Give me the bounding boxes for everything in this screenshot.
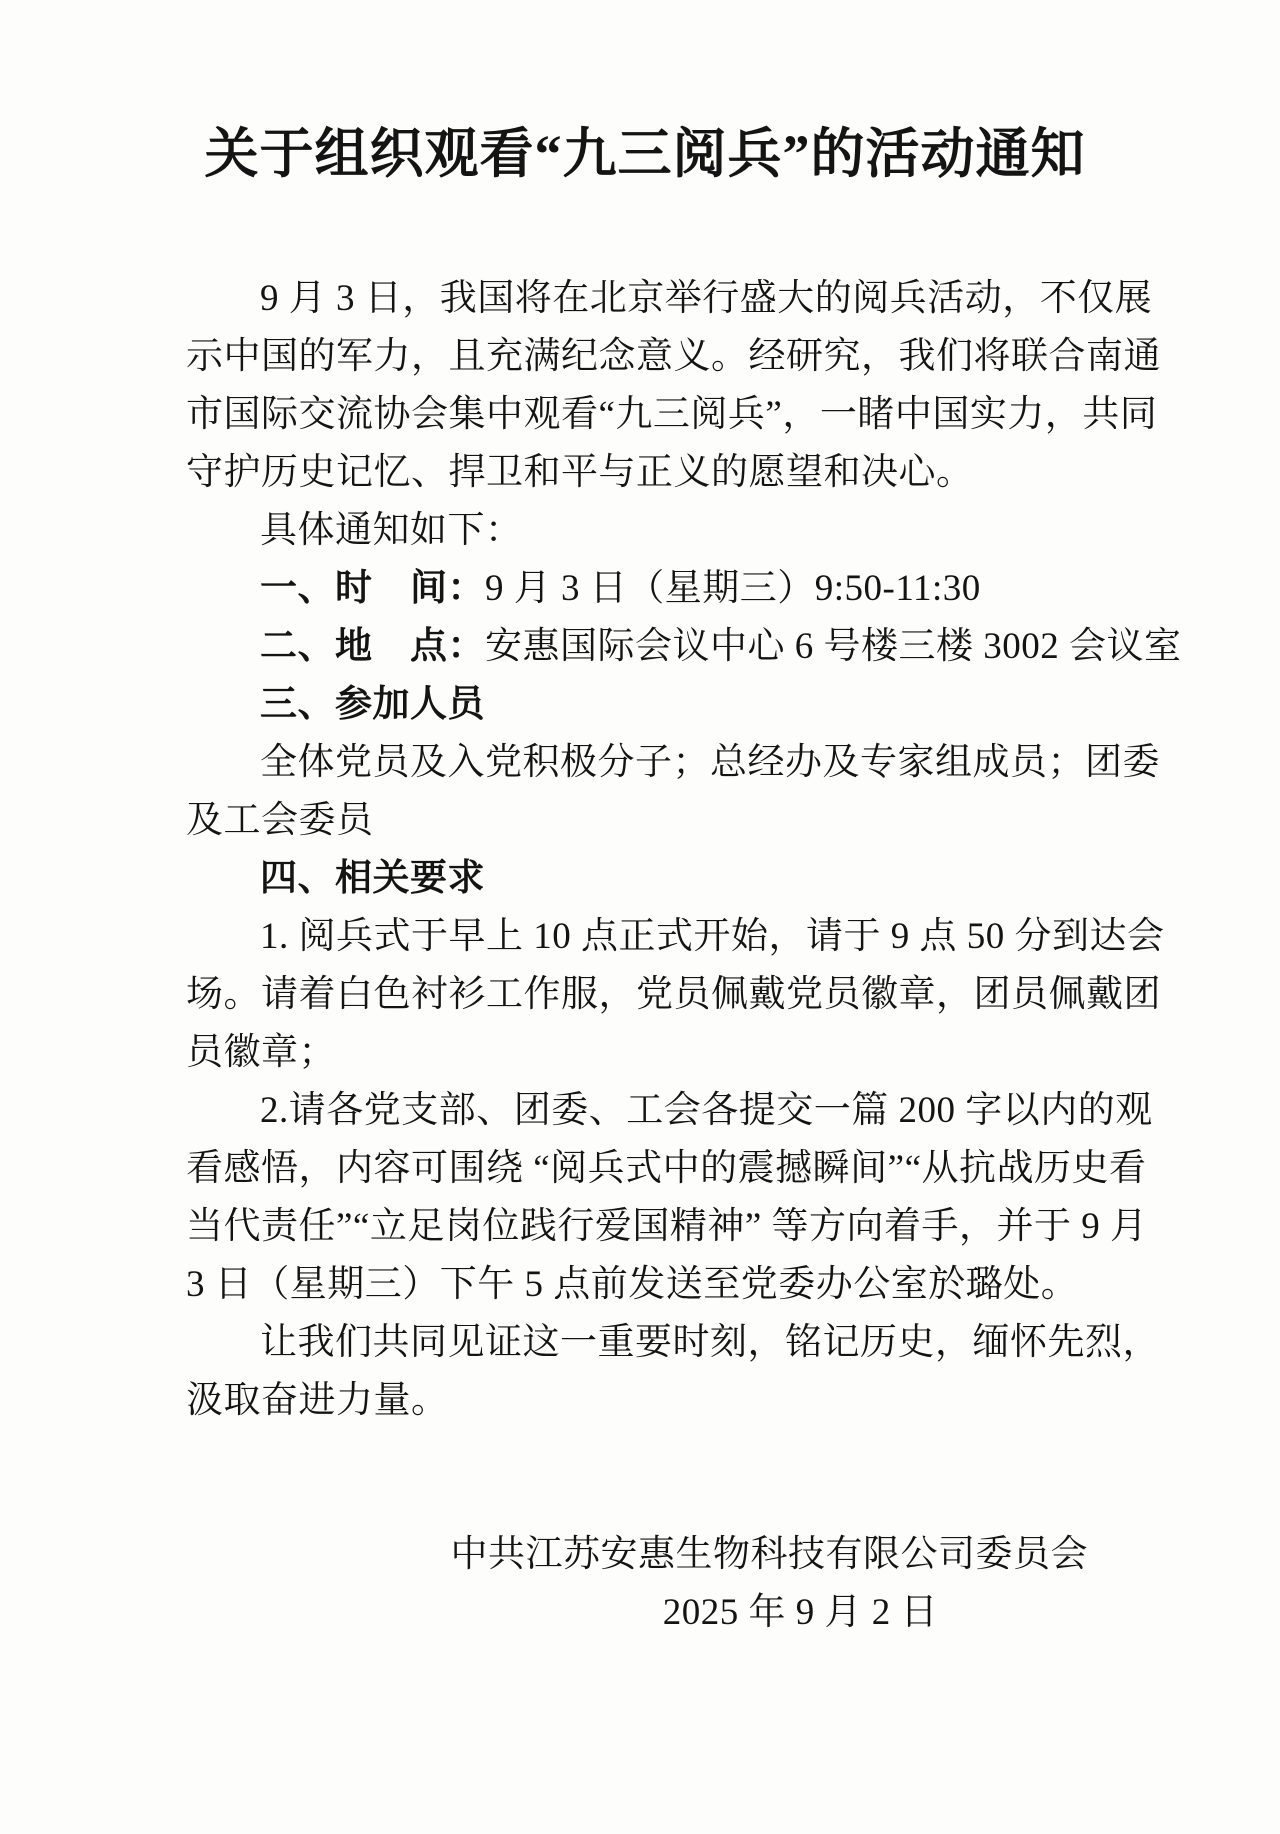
requirement2-line4: 3 日（星期三）下午 5 点前发送至党委办公室於璐处。 xyxy=(186,1264,1079,1305)
paragraph1-line4: 守护历史记忆、捍卫和平与正义的愿望和决心。 xyxy=(186,452,974,493)
item-place-line xyxy=(186,618,1182,676)
requirements-heading: 四、相关要求 xyxy=(260,858,485,899)
requirement1-line1: 1. 阅兵式于早上 10 点正式开始，请于 9 点 50 分到达会 xyxy=(260,916,1165,957)
participants-line1: 全体党员及入党积极分子；总经办及专家组成员；团委 xyxy=(260,742,1160,783)
closing-line2: 汲取奋进力量。 xyxy=(186,1380,449,1421)
signature-block xyxy=(186,1526,1148,1642)
paragraph1-line2: 示中国的军力，且充满纪念意义。经研究，我们将联合南通 xyxy=(186,336,1161,377)
participants-heading: 三、参加人员 xyxy=(260,684,485,725)
paragraph1-line3: 市国际交流协会集中观看“九三阅兵”，一睹中国实力，共同 xyxy=(186,394,1158,435)
paragraph1-line1: 9 月 3 日，我国将在北京举行盛大的阅兵活动，不仅展 xyxy=(260,278,1153,319)
requirement1-line3: 员徽章； xyxy=(186,1032,336,1073)
closing-line1: 让我们共同见证这一重要时刻，铭记历史，缅怀先烈， xyxy=(260,1322,1160,1363)
requirement2-line2: 看感悟，内容可围绕 “阅兵式中的震撼瞬间”“从抗战历史看 xyxy=(186,1148,1147,1189)
participants-line2: 及工会委员 xyxy=(186,800,374,841)
item-time-value: 9 月 3 日（星期三）9:50-11:30 xyxy=(485,568,981,609)
item-place-label: 二、地 点： xyxy=(260,626,485,667)
intro-line: 具体通知如下： xyxy=(260,510,523,551)
signature-date: 2025 年 9 月 2 日 xyxy=(662,1592,938,1633)
requirement1-line2: 场。请着白色衬衫工作服，党员佩戴党员徽章，团员佩戴团 xyxy=(186,974,1161,1015)
item-place-value: 安惠国际会议中心 6 号楼三楼 3002 会议室 xyxy=(485,626,1182,667)
item-time-line xyxy=(186,560,1148,618)
requirement2-line1: 2.请各党支部、团委、工会各提交一篇 200 字以内的观 xyxy=(260,1090,1153,1131)
signature-organization: 中共江苏安惠生物科技有限公司委员会 xyxy=(450,1534,1088,1575)
document-title: 关于组织观看“九三阅兵”的活动通知 xyxy=(204,124,1086,184)
item-time-label: 一、时 间： xyxy=(260,568,485,609)
requirement2-line3: 当代责任”“立足岗位践行爱国精神” 等方向着手，并于 9 月 xyxy=(186,1206,1148,1247)
